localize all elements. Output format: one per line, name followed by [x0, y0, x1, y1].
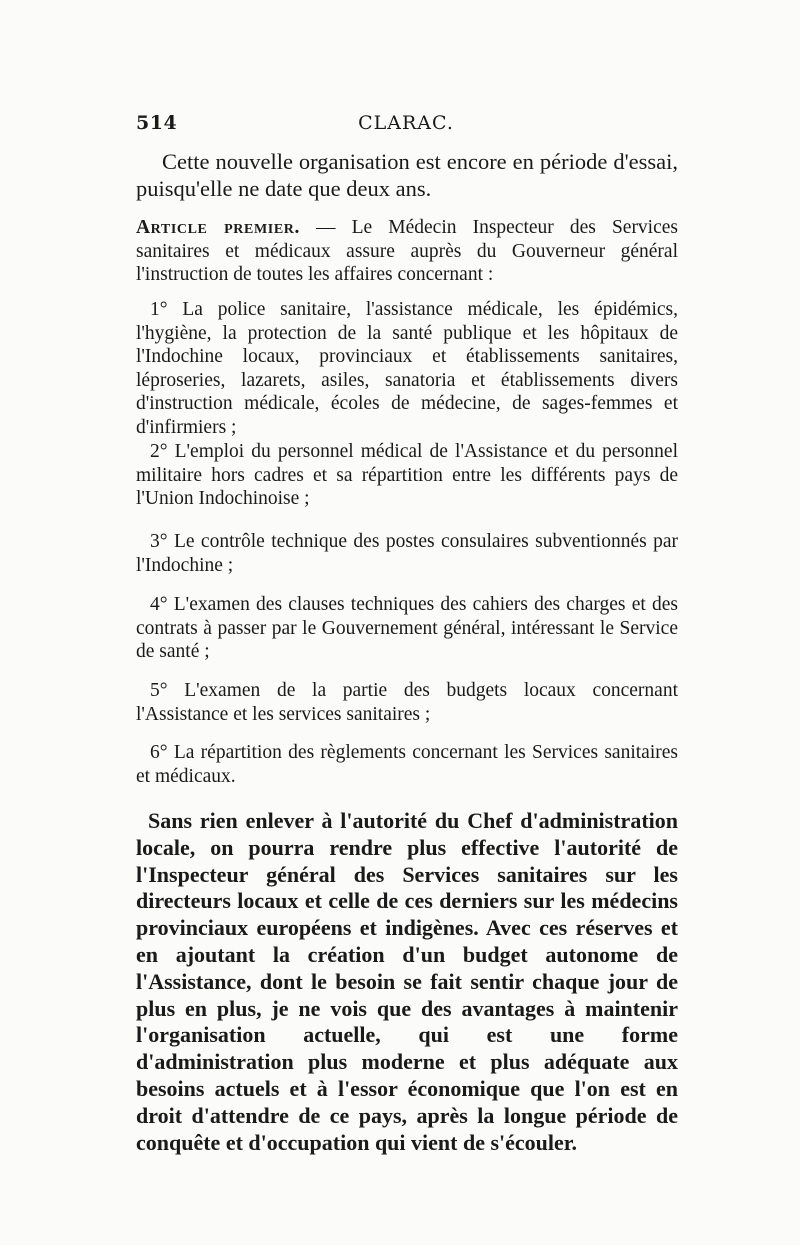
- page-number: 514: [136, 112, 178, 134]
- article-paragraph: [136, 216, 678, 287]
- running-head: CLARAC.: [358, 112, 454, 134]
- intro-paragraph: Cette nouvelle organisation est encore en période d'essai, puisqu'elle ne date que deux ans.: [136, 149, 678, 201]
- list-item: 4° L'examen des clauses techniques des cahiers des charges et des contrats à passer par le Gouvernement général, intéressant le Service de santé ;: [136, 594, 678, 662]
- article-text: — Le Médecin Inspecteur des Services sanitaires et médicaux assure auprès du Gouverneur général l'instruction de toutes les affaires concernant :: [136, 217, 678, 285]
- list-item: 3° Le contrôle technique des postes consulaires subventionnés par l'Indochine ;: [136, 531, 678, 576]
- list-item: 6° La répartition des règlements concernant les Services sanitaires et médicaux.: [136, 742, 678, 787]
- list-item: 2° L'emploi du personnel médical de l'Assistance et du personnel militaire hors cadres et sa répartition entre les différents pays de l'Union Indochinoise ;: [136, 441, 678, 509]
- closing-paragraph: Sans rien enlever à l'autorité du Chef d'administration locale, on pourra rendre plus effective l'autorité de l'Inspecteur général des Services sanitaires sur les directeurs locaux et celle de ces derniers sur les médecins provinciaux européens et indigènes. Avec ces réserves et en ajoutant la création d'un budget autonome de l'Assistance, dont le besoin se fait sentir chaque jour de plus en plus, je ne vois que des avantages à maintenir l'organisation actuelle, qui est une forme d'administration plus moderne et plus adéquate aux besoins actuels et à l'essor économique que l'on est en droit d'attendre de ce pays, après la longue période de conquête et d'occupation qui vient de s'écouler.: [136, 808, 678, 1155]
- article-heading: Article premier.: [136, 217, 300, 238]
- page-header: [136, 112, 676, 138]
- list-item: 1° La police sanitaire, l'assistance médicale, les épidémics, l'hygiène, la protection de la santé publique et les hôpitaux de l'Indochine locaux, provinciaux et établissements sanitaires, léproseries, lazarets, asiles, sanatoria et établissements divers d'instruction médicale, écoles de médecine, de sages-femmes et d'infirmiers ;: [136, 299, 678, 438]
- list-item: 5° L'examen de la partie des budgets locaux concernant l'Assistance et les services sanitaires ;: [136, 680, 678, 725]
